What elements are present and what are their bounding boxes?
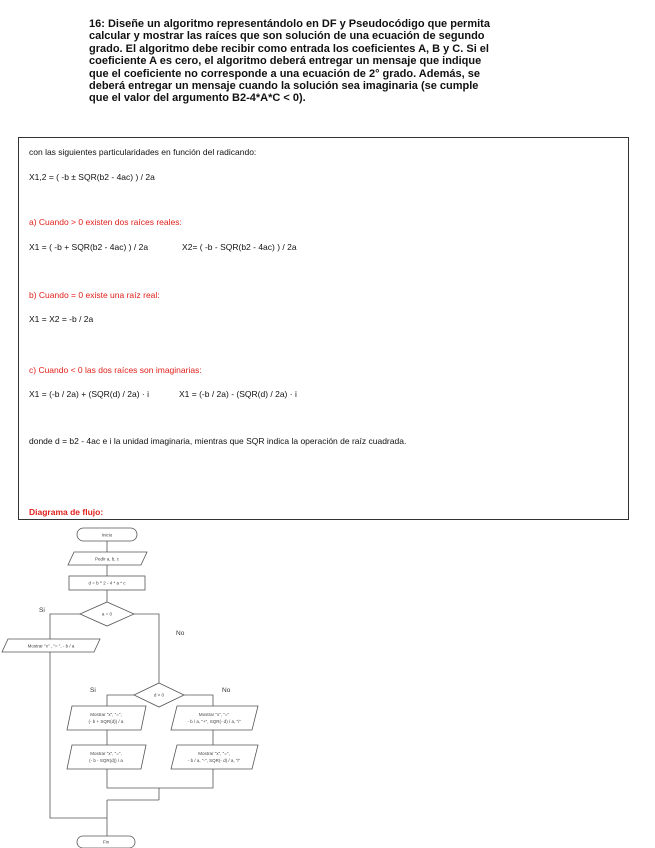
out-real-2-line1: Mostrar "x", "=", — [90, 751, 122, 756]
decision-a-label: a = 0 — [101, 611, 113, 617]
out-real-1-line2: (- b + SQR(d)) / a — [88, 719, 124, 724]
case-a-formulas — [29, 242, 297, 252]
case-b-formula: X1 = X2 = -b / 2a — [29, 314, 94, 324]
decision-d-label: d > 0 — [153, 692, 165, 698]
input-label: Pedir a, b, c — [94, 556, 120, 562]
intro-text: con las siguientes particularidades en función del radicando: — [29, 147, 257, 157]
out-real-1-line1: Mostrar "x", "=", — [90, 712, 122, 717]
problem-line: 16: Diseñe un algoritmo representándolo en DF y Pseudocódigo que permita — [89, 18, 490, 30]
case-a-x2: X2= ( -b - SQR(b2 - 4ac) ) / 2a — [182, 242, 297, 252]
case-c-x1: X1 = (-b / 2a) + (SQR(d) / 2a) · i — [29, 389, 149, 399]
case-c-title: c) Cuando < 0 las dos raíces son imaginarias: — [29, 365, 202, 375]
out-imag-1-line2: - b / a, "+", SQR(- d) / a, "i" — [187, 719, 241, 724]
output-a-zero-label: Mostrar "x" , "= ", - b / a — [27, 643, 75, 649]
case-b-title: b) Cuando = 0 existe una raíz real: — [29, 290, 160, 300]
problem-line: coeficiente A es cero, el algoritmo deberá entregar un mensaje que indique — [89, 55, 482, 68]
no-label-a: No — [176, 630, 185, 637]
out-imag-2-parallelogram — [171, 745, 258, 769]
case-c-formulas — [29, 389, 297, 399]
out-real-2-line2: (- b - SQR(d)) / a — [89, 758, 123, 763]
yes-label-a: Si — [39, 607, 45, 614]
diagram-title: Diagrama de flujo: — [29, 507, 104, 517]
out-imag-2-line2: - b / a, "-", SQR(- d) / a, "i" — [187, 758, 241, 763]
problem-statement — [89, 18, 559, 105]
no-label-d: No — [222, 687, 231, 694]
problem-line: calcular y mostrar las raíces que son solución de una ecuación de segundo — [89, 30, 485, 43]
problem-line: que el coeficiente no corresponde a una ecuación de 2° grado. Además, se — [89, 67, 480, 80]
problem-line: deberá entregar un mensaje cuando la solución sea imaginaria (se cumple — [89, 80, 479, 93]
start-label: Inicio — [101, 532, 113, 538]
case-a-title: a) Cuando > 0 existen dos raíces reales: — [29, 217, 182, 227]
out-imag-1-parallelogram — [171, 706, 258, 730]
out-real-2-parallelogram — [67, 745, 146, 769]
explanation-box — [18, 137, 629, 520]
problem-line: que el valor del argumento B2-4*A*C < 0). — [89, 92, 306, 105]
case-a-x1: X1 = ( -b + SQR(b2 - 4ac) ) / 2a — [29, 242, 149, 252]
flowchart — [0, 518, 655, 848]
general-formula: X1,2 = ( -b ± SQR(b2 - 4ac) ) / 2a — [29, 172, 155, 182]
end-label: Fin — [102, 839, 110, 845]
out-imag-1-line1: Mostrar "x", "=" — [198, 712, 230, 717]
yes-label-d: Si — [90, 687, 96, 694]
out-real-1-parallelogram — [67, 706, 146, 730]
out-imag-2-line1: Mostrar "x", "=", — [198, 751, 230, 756]
problem-line: grado. El algoritmo debe recibir como entrada los coeficientes A, B y C. Si el — [89, 42, 489, 55]
process-label: d = b ^ 2 - 4 * a * c — [88, 580, 126, 586]
note-text: donde d = b2 - 4ac e i la unidad imaginaria, mientras que SQR indica la operación de raíz cuadrada. — [29, 436, 407, 446]
case-c-x2: X1 = (-b / 2a) - (SQR(d) / 2a) · i — [178, 389, 297, 399]
